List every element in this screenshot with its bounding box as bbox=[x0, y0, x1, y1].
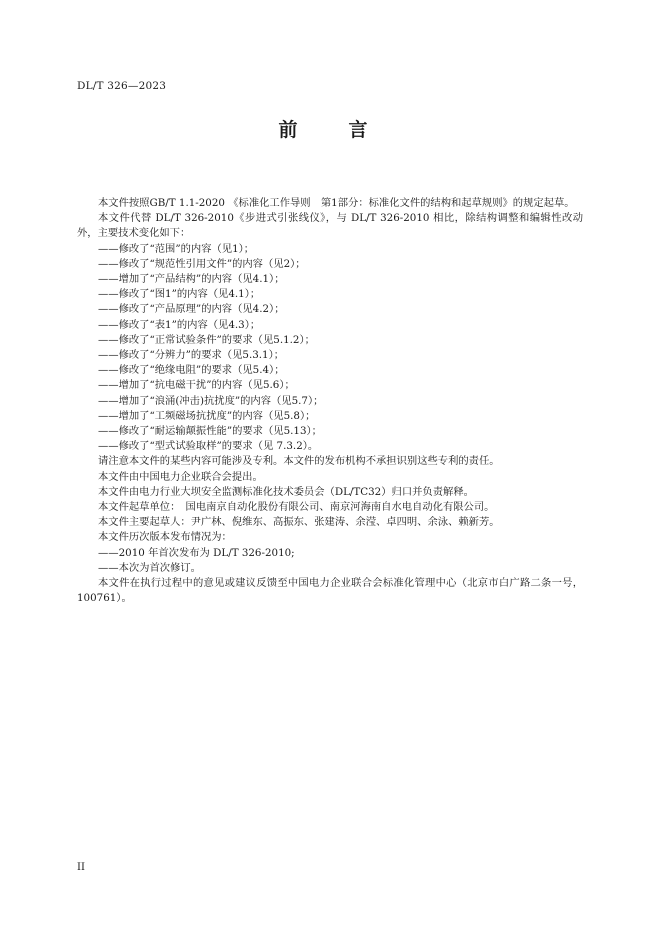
document-body bbox=[77, 196, 583, 606]
list-item: ——修改了“规范性引用文件”的内容（见2）； bbox=[98, 257, 306, 270]
list-item: ——修改了“图1”的内容（见4.1）； bbox=[98, 288, 261, 301]
list-item: ——修改了“正常试验条件”的要求（见5.1.2）； bbox=[98, 333, 315, 346]
list-item: ——本次为首次修订。 bbox=[98, 561, 201, 574]
version-history-list bbox=[77, 546, 583, 576]
paragraph-replacement: 本文件代替 DL/T 326-2010《步进式引张线仪》，与 DL/T 326-2010 相比，除结构调整和编辑性改动外，主要技术变化如下： bbox=[77, 212, 583, 240]
paragraph-version-history: 本文件历次版本发布情况为： bbox=[98, 531, 232, 544]
list-item: ——修改了“分辨力”的要求（见5.3.1）； bbox=[98, 349, 285, 362]
document-code: DL/T 326—2023 bbox=[77, 80, 167, 92]
technical-changes-list bbox=[77, 242, 583, 455]
paragraph-patent-notice: 请注意本文件的某些内容可能涉及专利。本文件的发布机构不承担识别这些专利的责任。 bbox=[98, 455, 500, 468]
paragraph-drafting-units: 本文件起草单位： 国电南京自动化股份有限公司、南京河海南自水电自动化有限公司。 bbox=[98, 501, 495, 514]
paragraph-proposed-by: 本文件由中国电力企业联合会提出。 bbox=[98, 470, 263, 483]
paragraph-drafters: 本文件主要起草人：尹广林、倪维东、高振东、张建涛、余滢、卓四明、余泳、赖新芳。 bbox=[98, 516, 500, 529]
list-item: ——修改了“范围”的内容（见1）； bbox=[98, 242, 255, 255]
list-item: ——修改了“产品原理”的内容（见4.2）； bbox=[98, 303, 285, 316]
page-number: II bbox=[77, 862, 85, 873]
list-item: ——2010 年首次发布为 DL/T 326-2010; bbox=[98, 546, 295, 559]
page-title: 前 言 bbox=[278, 119, 384, 141]
list-item: ——增加了“工频磁场抗扰度”的内容（见5.8）； bbox=[98, 409, 316, 422]
list-item: ——增加了“产品结构”的内容（见4.1）； bbox=[98, 273, 285, 286]
list-item: ——修改了“耐运输颠振性能”的要求（见5.13）； bbox=[98, 425, 322, 438]
paragraph-committee: 本文件由电力行业大坝安全监测标准化技术委员会（DL/TC32）归口并负责解释。 bbox=[98, 485, 474, 498]
list-item: ——增加了“抗电磁干扰”的内容（见5.6）； bbox=[98, 379, 295, 392]
list-item: ——修改了“表1”的内容（见4.3）； bbox=[98, 318, 261, 331]
paragraph-drafting-rules: 本文件按照GB/T 1.1-2020 《标准化工作导则 第1部分：标准化文件的结构和起草规则》的规定起草。 bbox=[98, 197, 575, 209]
list-item: ——修改了“型式试验取样”的要求（见 7.3.2）。 bbox=[98, 440, 319, 453]
list-item: ——修改了“绝缘电阻”的要求（见5.4）； bbox=[98, 364, 285, 377]
paragraph-feedback: 本文件在执行过程中的意见或建议反馈至中国电力企业联合会标准化管理中心（北京市白广路二条一号，100761）。 bbox=[77, 577, 583, 605]
list-item: ——增加了“浪涌(冲击)抗扰度”的内容（见5.7）； bbox=[98, 394, 324, 407]
